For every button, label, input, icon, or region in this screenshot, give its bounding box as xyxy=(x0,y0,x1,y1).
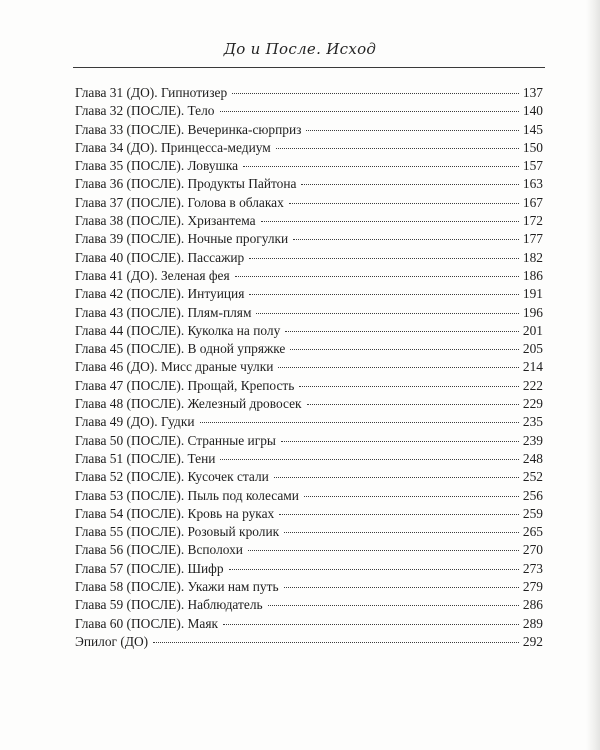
toc-entry-title: Глава 40 (ПОСЛЕ). Пассажир xyxy=(75,249,245,265)
toc-entry-title: Глава 32 (ПОСЛЕ). Тело xyxy=(75,103,215,119)
toc-entry xyxy=(75,506,543,524)
header-rule xyxy=(73,67,545,68)
dot-leader xyxy=(256,313,519,314)
toc-entry-title: Глава 39 (ПОСЛЕ). Ночные прогулки xyxy=(75,231,289,247)
toc-entry-title: Глава 38 (ПОСЛЕ). Хризантема xyxy=(75,213,256,229)
toc-entry-title: Глава 46 (ДО). Мисс драные чулки xyxy=(75,359,274,375)
toc-entry-page-number: 137 xyxy=(522,85,543,100)
toc-entry-page-number: 222 xyxy=(522,377,543,393)
toc-entry-title: Глава 43 (ПОСЛЕ). Плям-плям xyxy=(75,304,252,320)
dot-leader xyxy=(249,294,519,295)
dot-leader xyxy=(285,331,519,332)
toc-entry xyxy=(75,579,543,597)
toc-entry xyxy=(75,469,543,487)
dot-leader xyxy=(299,386,519,387)
toc-entry xyxy=(75,323,543,341)
toc-entry-title: Глава 42 (ПОСЛЕ). Интуиция xyxy=(75,286,245,302)
toc-entry-page-number: 273 xyxy=(522,560,543,576)
toc-entry xyxy=(75,176,543,194)
toc-entry-page-number: 177 xyxy=(522,231,543,247)
toc-entry-page-number: 256 xyxy=(522,487,543,503)
toc-entry-page-number: 270 xyxy=(522,542,543,558)
dot-leader xyxy=(293,239,519,240)
toc-entry-page-number: 145 xyxy=(522,121,543,137)
toc-entry xyxy=(75,451,543,469)
toc-entry-title: Глава 56 (ПОСЛЕ). Всполохи xyxy=(75,542,243,558)
toc-entry xyxy=(75,634,543,652)
toc-entry-page-number: 279 xyxy=(522,579,543,595)
toc-entry-title: Глава 60 (ПОСЛЕ). Маяк xyxy=(75,615,219,631)
dot-leader xyxy=(278,367,519,368)
toc-entry-page-number: 201 xyxy=(522,322,543,338)
dot-leader xyxy=(304,496,519,497)
toc-entry-page-number: 163 xyxy=(522,176,543,192)
dot-leader xyxy=(279,514,519,515)
toc-entry-page-number: 172 xyxy=(522,213,543,229)
toc-entry xyxy=(75,158,543,176)
toc-entry xyxy=(75,597,543,615)
toc-entry-title: Глава 31 (ДО). Гипнотизер xyxy=(75,85,228,100)
dot-leader xyxy=(290,349,519,350)
toc-entry-page-number: 252 xyxy=(522,469,543,485)
toc-entry xyxy=(75,414,543,432)
dot-leader xyxy=(243,166,519,167)
toc-entry xyxy=(75,231,543,249)
dot-leader xyxy=(274,477,519,478)
toc-entry-page-number: 191 xyxy=(522,286,543,302)
dot-leader xyxy=(220,111,519,112)
toc-entry-title: Глава 50 (ПОСЛЕ). Странные игры xyxy=(75,432,276,448)
toc-entry-page-number: 182 xyxy=(522,249,543,265)
toc-entry xyxy=(75,268,543,286)
dot-leader xyxy=(261,221,519,222)
dot-leader xyxy=(284,532,519,533)
toc-entry-page-number: 235 xyxy=(522,414,543,430)
toc-entry xyxy=(75,286,543,304)
toc-entry-page-number: 265 xyxy=(522,524,543,540)
toc-entry-page-number: 205 xyxy=(522,341,543,357)
toc-entry xyxy=(75,140,543,158)
toc-entry xyxy=(75,359,543,377)
running-head-title: До и После. Исход xyxy=(223,40,377,58)
dot-leader xyxy=(307,404,519,405)
toc-entry xyxy=(75,378,543,396)
toc-entry-page-number: 157 xyxy=(522,158,543,174)
toc-entry-title: Глава 48 (ПОСЛЕ). Железный дровосек xyxy=(75,396,302,412)
table-of-contents xyxy=(75,85,543,652)
toc-entry-title: Глава 58 (ПОСЛЕ). Укажи нам путь xyxy=(75,579,279,595)
dot-leader xyxy=(276,148,519,149)
toc-entry xyxy=(75,103,543,121)
dot-leader xyxy=(268,605,519,606)
toc-entry-page-number: 167 xyxy=(522,194,543,210)
toc-entry-page-number: 259 xyxy=(522,505,543,521)
toc-entry xyxy=(75,542,543,560)
toc-entry xyxy=(75,396,543,414)
toc-entry-title: Эпилог (ДО) xyxy=(75,633,149,649)
dot-leader xyxy=(284,587,519,588)
toc-entry-page-number: 229 xyxy=(522,396,543,412)
toc-entry-page-number: 292 xyxy=(522,633,543,649)
toc-entry-title: Глава 49 (ДО). Гудки xyxy=(75,414,195,430)
toc-entry-title: Глава 45 (ПОСЛЕ). В одной упряжке xyxy=(75,341,286,357)
toc-entry xyxy=(75,250,543,268)
toc-entry-page-number: 140 xyxy=(522,103,543,119)
toc-entry-title: Глава 35 (ПОСЛЕ). Ловушка xyxy=(75,158,239,174)
toc-entry-title: Глава 36 (ПОСЛЕ). Продукты Пайтона xyxy=(75,176,297,192)
page-edge-shadow xyxy=(586,0,600,750)
dot-leader xyxy=(235,276,519,277)
dot-leader xyxy=(248,550,519,551)
toc-entry xyxy=(75,341,543,359)
toc-entry-page-number: 196 xyxy=(522,304,543,320)
dot-leader xyxy=(200,422,519,423)
toc-entry-title: Глава 44 (ПОСЛЕ). Куколка на полу xyxy=(75,322,281,338)
toc-entry-page-number: 186 xyxy=(522,267,543,283)
toc-entry xyxy=(75,122,543,140)
dot-leader xyxy=(229,569,519,570)
toc-entry xyxy=(75,488,543,506)
toc-entry-title: Глава 33 (ПОСЛЕ). Вечеринка-сюрприз xyxy=(75,121,302,137)
dot-leader xyxy=(249,258,519,259)
toc-entry xyxy=(75,561,543,579)
toc-entry-title: Глава 59 (ПОСЛЕ). Наблюдатель xyxy=(75,597,263,613)
toc-entry-page-number: 239 xyxy=(522,432,543,448)
toc-entry xyxy=(75,305,543,323)
toc-entry xyxy=(75,85,543,103)
toc-entry-title: Глава 57 (ПОСЛЕ). Шифр xyxy=(75,560,224,576)
dot-leader xyxy=(289,203,519,204)
dot-leader xyxy=(232,93,519,94)
toc-entry-title: Глава 37 (ПОСЛЕ). Голова в облаках xyxy=(75,194,284,210)
toc-entry-title: Глава 52 (ПОСЛЕ). Кусочек стали xyxy=(75,469,269,485)
toc-entry xyxy=(75,195,543,213)
toc-entry xyxy=(75,213,543,231)
dot-leader xyxy=(220,459,519,460)
dot-leader xyxy=(281,441,519,442)
toc-entry-title: Глава 53 (ПОСЛЕ). Пыль под колесами xyxy=(75,487,299,503)
toc-entry-page-number: 289 xyxy=(522,615,543,631)
toc-entry-page-number: 286 xyxy=(522,597,543,613)
toc-entry-title: Глава 54 (ПОСЛЕ). Кровь на руках xyxy=(75,505,275,521)
dot-leader xyxy=(301,184,519,185)
toc-entry-page-number: 248 xyxy=(522,450,543,466)
toc-entry xyxy=(75,433,543,451)
toc-entry-title: Глава 47 (ПОСЛЕ). Прощай, Крепость xyxy=(75,377,295,393)
toc-entry-page-number: 150 xyxy=(522,139,543,155)
toc-entry-title: Глава 34 (ДО). Принцесса-медиум xyxy=(75,139,271,155)
toc-entry xyxy=(75,524,543,542)
toc-entry-title: Глава 51 (ПОСЛЕ). Тени xyxy=(75,450,216,466)
toc-entry xyxy=(75,616,543,634)
toc-entry-title: Глава 55 (ПОСЛЕ). Розовый кролик xyxy=(75,524,280,540)
toc-entry-page-number: 214 xyxy=(522,359,543,375)
dot-leader xyxy=(306,130,519,131)
toc-entry-title: Глава 41 (ДО). Зеленая фея xyxy=(75,267,230,283)
dot-leader xyxy=(153,642,519,643)
dot-leader xyxy=(223,624,519,625)
